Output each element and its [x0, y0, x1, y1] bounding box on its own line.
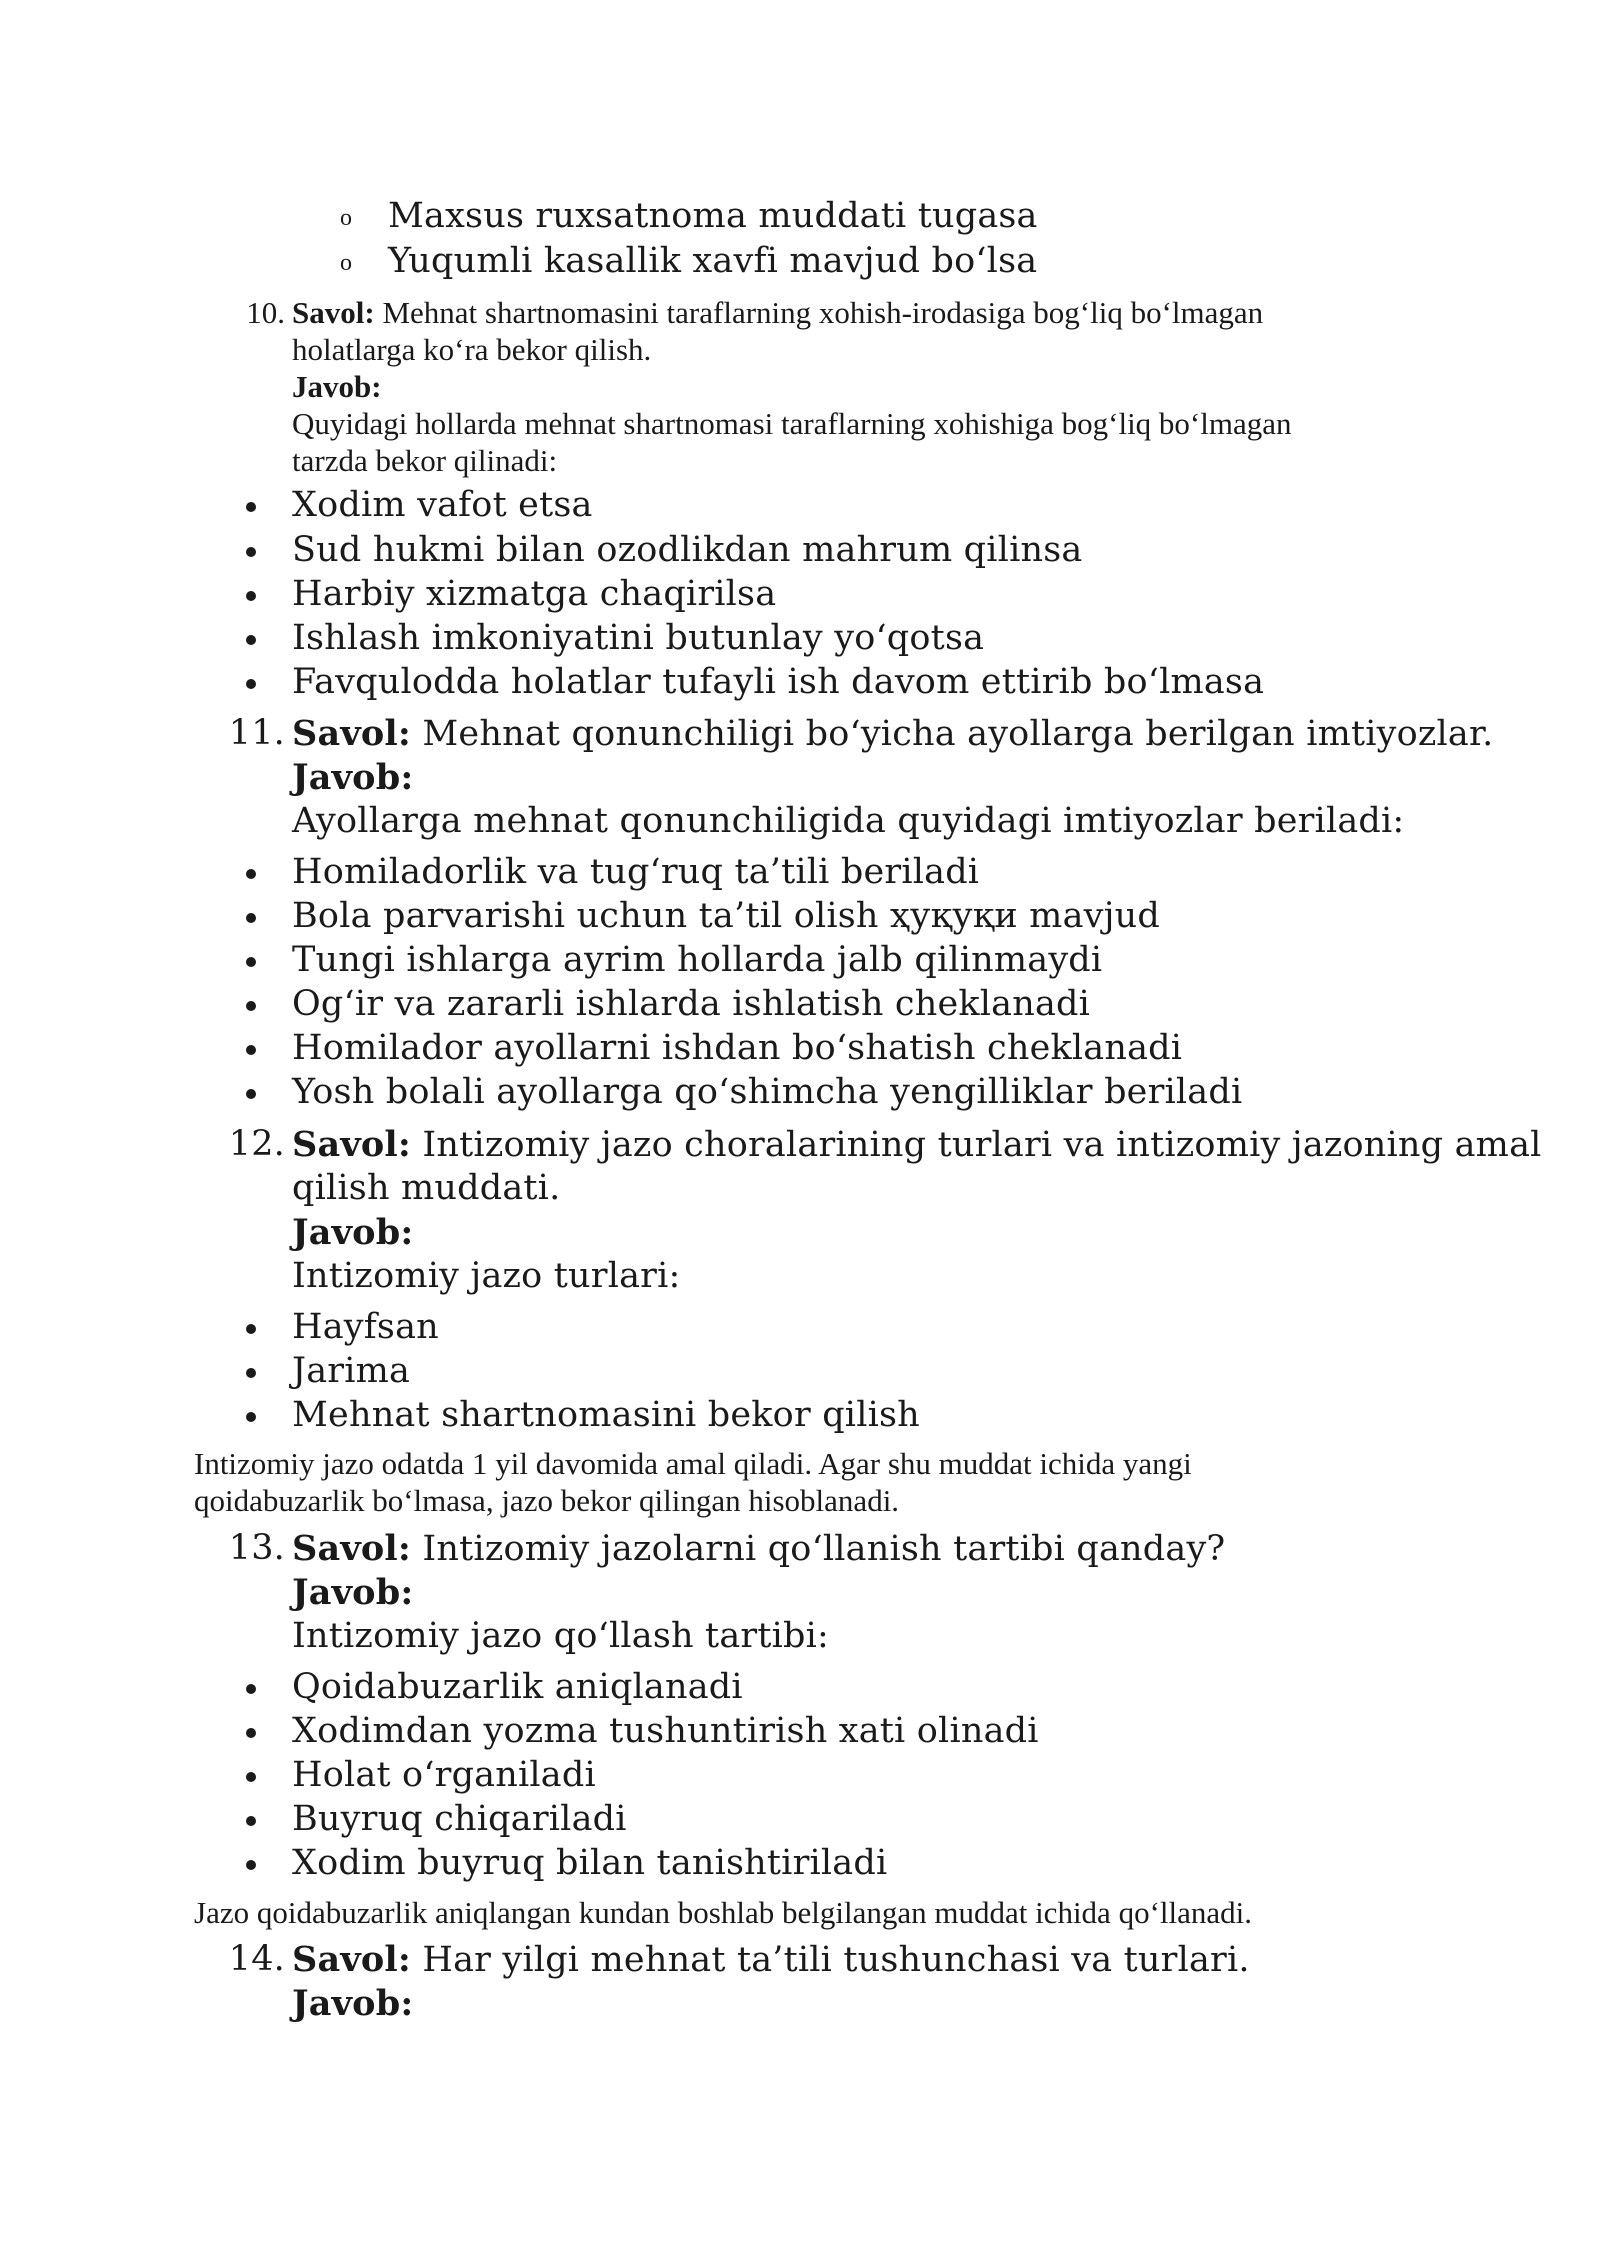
question-text: Har yilgi mehnat ta’tili tushunchasi va turlari.	[422, 1940, 1250, 1980]
question-text-cont: qilish muddati.	[292, 1168, 561, 1208]
bullet-icon	[246, 957, 256, 967]
question-13	[292, 1528, 1225, 1569]
note-paragraph: Intizomiy jazo odatda 1 yil davomida amal qiladi. Agar shu muddat ichida yangi	[194, 1446, 1192, 1481]
answer-intro: Intizomiy jazo qo‘llash tartibi:	[292, 1616, 829, 1656]
list-item: Xodim vafot etsa	[292, 485, 593, 525]
bullet-icon	[246, 547, 256, 557]
bullet-icon	[246, 502, 256, 512]
answer-intro: Quyidagi hollarda mehnat shartnomasi taraflarning xohishiga bog‘liq bo‘lmagan	[292, 406, 1292, 441]
list-item: Homilador ayollarni ishdan bo‘shatish cheklanadi	[292, 1028, 1183, 1068]
bullet-icon	[246, 1089, 256, 1099]
bullet-icon	[246, 913, 256, 923]
list-item: Homiladorlik va tug‘ruq ta’tili beriladi	[292, 852, 980, 892]
savol-label: Savol:	[292, 295, 375, 330]
bullet-icon	[246, 679, 256, 689]
bullet-icon	[246, 869, 256, 879]
javob-label: Javob:	[292, 757, 414, 798]
bullet-icon	[246, 1045, 256, 1055]
list-item: Holat o‘rganiladi	[292, 1755, 596, 1795]
list-item: Xodim buyruq bilan tanishtiriladi	[292, 1843, 888, 1883]
bullet-icon	[246, 591, 256, 601]
sublist-marker: o	[340, 205, 352, 231]
savol-label: Savol:	[292, 713, 412, 754]
list-item: Ishlash imkoniyatini butunlay yo‘qotsa	[292, 618, 985, 658]
question-text: Mehnat qonunchiligi bo‘yicha ayollarga berilgan imtiyozlar.	[422, 714, 1494, 754]
note-paragraph: Jazo qoidabuzarlik aniqlangan kundan boshlab belgilangan muddat ichida qo‘llanadi.	[194, 1895, 1252, 1930]
list-item: Og‘ir va zararli ishlarda ishlatish cheklanadi	[292, 984, 1091, 1024]
list-item: Qoidabuzarlik aniqlanadi	[292, 1667, 743, 1707]
list-item: Harbiy xizmatga chaqirilsa	[292, 574, 777, 614]
bullet-icon	[246, 1412, 256, 1422]
question-number: 11.	[228, 713, 285, 753]
list-item: Yosh bolali ayollarga qo‘shimcha yengilliklar beriladi	[292, 1072, 1243, 1112]
savol-label: Savol:	[292, 1124, 412, 1165]
question-10	[292, 295, 1263, 331]
savol-label: Savol:	[292, 1939, 412, 1980]
answer-intro-cont: tarzda bekor qilinadi:	[292, 443, 558, 478]
question-12	[292, 1124, 1542, 1165]
sublist-marker: o	[340, 250, 352, 276]
bullet-icon	[246, 1772, 256, 1782]
question-text-cont: holatlarga ko‘ra bekor qilish.	[292, 332, 652, 367]
question-text: Intizomiy jazo choralarining turlari va intizomiy jazoning amal	[422, 1125, 1542, 1165]
bullet-icon	[246, 1001, 256, 1011]
list-item: Sud hukmi bilan ozodlikdan mahrum qilinsa	[292, 530, 1083, 570]
bullet-icon	[246, 635, 256, 645]
question-number: 13.	[228, 1528, 285, 1568]
question-number: 10.	[246, 295, 285, 330]
sublist-item: Yuqumli kasallik xavfi mavjud bo‘lsa	[388, 241, 1038, 281]
bullet-icon	[246, 1816, 256, 1826]
list-item: Hayfsan	[292, 1307, 439, 1347]
question-text: Intizomiy jazolarni qo‘llanish tartibi qanday?	[422, 1529, 1226, 1569]
list-item: Bola parvarishi uchun ta’til olish ҳуқуқи mavjud	[292, 896, 1161, 936]
list-item: Favqulodda holatlar tufayli ish davom ettirib bo‘lmasa	[292, 662, 1265, 702]
list-item: Mehnat shartnomasini bekor qilish	[292, 1395, 920, 1435]
answer-intro: Intizomiy jazo turlari:	[292, 1256, 681, 1296]
answer-intro: Ayollarga mehnat qonunchiligida quyidagi imtiyozlar beriladi:	[292, 801, 1405, 841]
bullet-icon	[246, 1368, 256, 1378]
bullet-icon	[246, 1860, 256, 1870]
question-text: Mehnat shartnomasini taraflarning xohish-irodasiga bog‘liq bo‘lmagan	[382, 295, 1264, 330]
list-item: Xodimdan yozma tushuntirish xati olinadi	[292, 1711, 1039, 1751]
javob-label: Javob:	[292, 1212, 414, 1253]
bullet-icon	[246, 1684, 256, 1694]
list-item: Tungi ishlarga ayrim hollarda jalb qilinmaydi	[292, 940, 1103, 980]
savol-label: Savol:	[292, 1528, 412, 1569]
bullet-icon	[246, 1324, 256, 1334]
javob-label: Javob:	[292, 1983, 414, 2024]
list-item: Buyruq chiqariladi	[292, 1799, 627, 1839]
question-14	[292, 1939, 1250, 1980]
bullet-icon	[246, 1728, 256, 1738]
sublist-item: Maxsus ruxsatnoma muddati tugasa	[388, 196, 1038, 236]
note-paragraph-cont: qoidabuzarlik bo‘lmasa, jazo bekor qilingan hisoblanadi.	[194, 1483, 900, 1518]
javob-label: Javob:	[292, 1572, 414, 1613]
javob-label: Javob:	[292, 369, 382, 404]
question-number: 14.	[228, 1939, 285, 1979]
list-item: Jarima	[292, 1351, 411, 1391]
question-number: 12.	[228, 1124, 285, 1164]
question-11	[292, 713, 1493, 754]
